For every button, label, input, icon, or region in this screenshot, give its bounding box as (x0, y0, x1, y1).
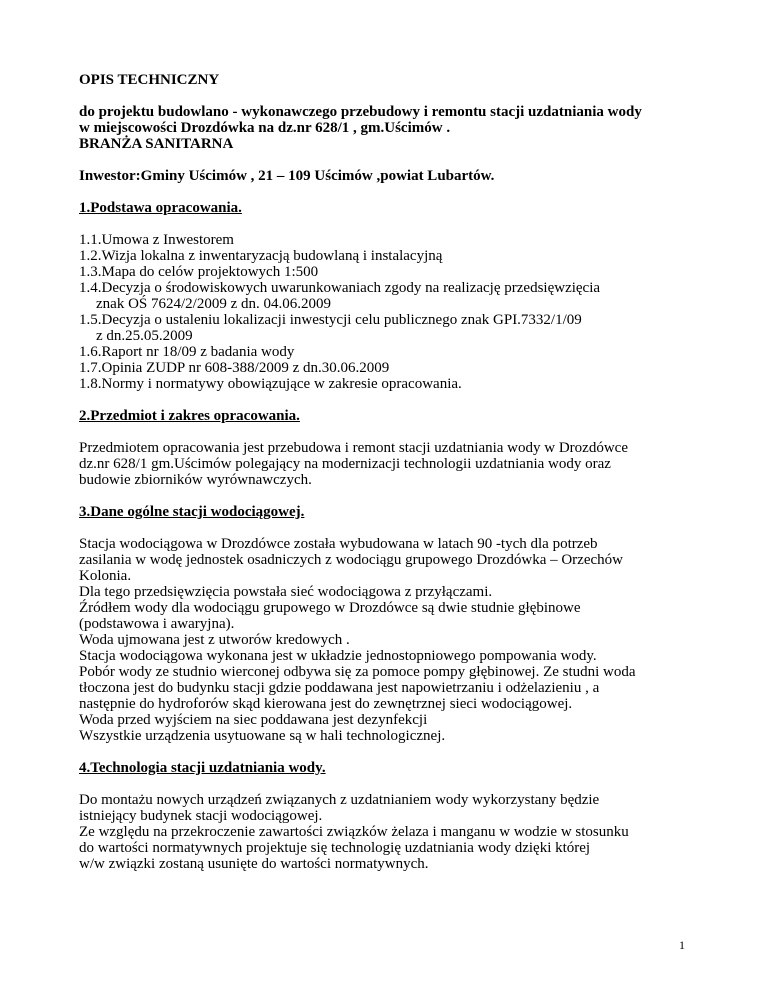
subtitle-line-3: BRANŻA SANITARNA (79, 136, 234, 152)
list-item-continuation: z dn.25.05.2009 (96, 328, 193, 344)
list-item: 1.4.Decyzja o środowiskowych uwarunkowaniach zgody na realizację przedsięwzięcia (79, 280, 601, 296)
document-page (79, 72, 699, 872)
paragraph-line: istniejący budynek stacji wodociągowej. (79, 808, 323, 824)
paragraph-line: Ze względu na przekroczenie zawartości związków żelaza i manganu w wodzie w stosunku (79, 824, 629, 840)
investor-line: Inwestor:Gminy Uścimów , 21 – 109 Uścimów ,powiat Lubartów. (79, 168, 495, 184)
list-item: 1.6.Raport nr 18/09 z badania wody (79, 344, 295, 360)
paragraph-line: Kolonia. (79, 568, 132, 584)
list-item: 1.3.Mapa do celów projektowych 1:500 (79, 264, 319, 280)
document-title: OPIS TECHNICZNY (79, 72, 220, 88)
page-number: 1 (679, 938, 685, 952)
list-item-continuation: znak OŚ 7624/2/2009 z dn. 04.06.2009 (96, 296, 331, 312)
section-4-heading: 4.Technologia stacji uzdatniania wody. (79, 760, 326, 776)
paragraph-line: Pobór wody ze studnio wierconej odbywa się za pomoce pompy głębinowej. Ze studni woda (79, 664, 636, 680)
paragraph-line: tłoczona jest do budynku stacji gdzie poddawana jest napowietrzaniu i odżelazieniu , a (79, 680, 600, 696)
paragraph-line: Dla tego przedsięwzięcia powstała sieć wodociągowa z przyłączami. (79, 584, 493, 600)
paragraph-line: Do montażu nowych urządzeń związanych z uzdatnianiem wody wykorzystany będzie (79, 792, 600, 808)
list-item: 1.5.Decyzja o ustaleniu lokalizacji inwestycji celu publicznego znak GPI.7332/1/09 (79, 312, 582, 328)
section-3-heading: 3.Dane ogólne stacji wodociągowej. (79, 504, 305, 520)
list-item: 1.1.Umowa z Inwestorem (79, 232, 234, 248)
paragraph-line: Woda ujmowana jest z utworów kredowych . (79, 632, 350, 648)
subtitle-line-2: w miejscowości Drozdówka na dz.nr 628/1 , gm.Uścimów . (79, 120, 451, 136)
paragraph-line: do wartości normatywnych projektuje się technologię uzdatniania wody dzięki której (79, 840, 591, 856)
section-1-list (79, 232, 699, 392)
list-item: 1.8.Normy i normatywy obowiązujące w zakresie opracowania. (79, 376, 462, 392)
paragraph-line: Przedmiotem opracowania jest przebudowa i remont stacji uzdatniania wody w Drozdówce (79, 440, 628, 456)
subtitle-line-1: do projektu budowlano - wykonawczego przebudowy i remontu stacji uzdatniania wody (79, 104, 642, 120)
paragraph-line: w/w związki zostaną usunięte do wartości normatywnych. (79, 856, 429, 872)
paragraph-line: budowie zbiorników wyrównawczych. (79, 472, 312, 488)
paragraph-line: zasilania w wodę jednostek osadniczych z wodociągu grupowego Drozdówka – Orzechów (79, 552, 623, 568)
paragraph-line: Stacja wodociągowa wykonana jest w układzie jednostopniowego pompowania wody. (79, 648, 597, 664)
paragraph-line: Woda przed wyjściem na siec poddawana jest dezynfekcji (79, 712, 428, 728)
section-2-heading: 2.Przedmiot i zakres opracowania. (79, 408, 300, 424)
paragraph-line: (podstawowa i awaryjna). (79, 616, 235, 632)
list-item: 1.7.Opinia ZUDP nr 608-388/2009 z dn.30.06.2009 (79, 360, 390, 376)
paragraph-line: Stacja wodociągowa w Drozdówce została wybudowana w latach 90 -tych dla potrzeb (79, 536, 598, 552)
paragraph-line: dz.nr 628/1 gm.Uścimów polegający na modernizacji technologii uzdatniania wody oraz (79, 456, 611, 472)
paragraph-line: Wszystkie urządzenia usytuowane są w hali technologicznej. (79, 728, 446, 744)
paragraph-line: Źródłem wody dla wodociągu grupowego w Drozdówce są dwie studnie głębinowe (79, 600, 581, 616)
paragraph-line: następnie do hydroforów skąd kierowana jest do zewnętrznej sieci wodociągowej. (79, 696, 573, 712)
section-1-heading: 1.Podstawa opracowania. (79, 200, 242, 216)
list-item: 1.2.Wizja lokalna z inwentaryzacją budowlaną i instalacyjną (79, 248, 443, 264)
